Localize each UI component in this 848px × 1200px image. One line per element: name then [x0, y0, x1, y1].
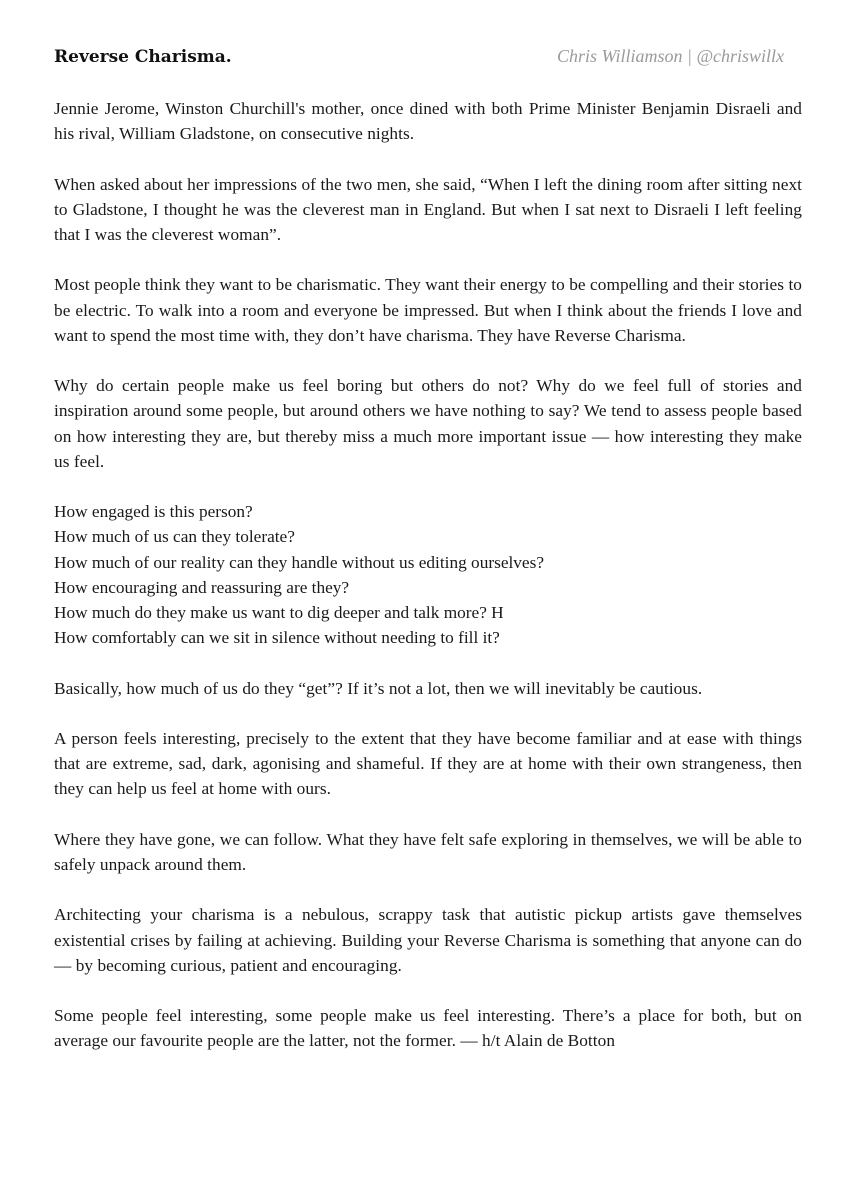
question-item: How engaged is this person? [54, 502, 253, 522]
paragraph-impressions: When asked about her impressions of the two men, she said, “When I left the dining room after sitting next to Gladstone, I thought he was the cleverest man in England. But when I sat next to Disraeli I left feeling that I was the cleverest woman”. [54, 174, 802, 244]
question-list [54, 499, 802, 650]
document-page [54, 46, 802, 1079]
question-item: How much do they make us want to dig deeper and talk more? H [54, 603, 504, 622]
paragraph-intro: Jennie Jerome, Winston Churchill's mother, once dined with both Prime Minister Benjamin Disraeli and his rival, William Gladstone, on consecutive nights. [54, 99, 802, 144]
paragraph-architecting: Architecting your charisma is a nebulous, scrappy task that autistic pickup artists gave themselves existential crises by failing at achieving. Building your Reverse Charisma is something that anyone can do — by becoming curious, patient and encouraging. [54, 905, 802, 975]
paragraph-basically: Basically, how much of us do they “get”? If it’s not a lot, then we will inevitably be cautious. [54, 678, 703, 698]
question-item: How much of us can they tolerate? [54, 527, 295, 547]
question-item: How encouraging and reassuring are they? [54, 577, 350, 597]
document-title: Reverse Charisma. [54, 47, 232, 67]
question-item: How comfortably can we sit in silence without needing to fill it? [54, 628, 500, 648]
paragraph-why: Why do certain people make us feel boring but others do not? Why do we feel full of stories and inspiration around some people, but around others we have nothing to say? We tend to assess people based on how interesting they are, but thereby miss a much more important issue — how interesting they make us feel. [54, 376, 802, 471]
paragraph-conclusion: Some people feel interesting, some people make us feel interesting. There’s a place for both, but on average our favourite people are the latter, not the former. — h/t Alain de Botton [54, 1006, 802, 1051]
author-byline: Chris Williamson | @chriswillx [556, 46, 784, 66]
document-header [54, 46, 802, 72]
paragraph-follow: Where they have gone, we can follow. What they have felt safe exploring in themselves, we will be able to safely unpack around them. [54, 829, 802, 874]
paragraph-charismatic: Most people think they want to be charismatic. They want their energy to be compelling and their stories to be electric. To walk into a room and everyone be impressed. But when I think about the friends I love and want to spend the most time with, they don’t have charisma. They have Reverse Charisma. [54, 275, 802, 345]
question-item: How much of our reality can they handle without us editing ourselves? [54, 552, 544, 572]
paragraph-interesting-person: A person feels interesting, precisely to the extent that they have become familiar and at ease with things that are extreme, sad, dark, agonising and shameful. If they are at home with their own strangeness, then they can help us feel at home with ours. [54, 728, 802, 799]
